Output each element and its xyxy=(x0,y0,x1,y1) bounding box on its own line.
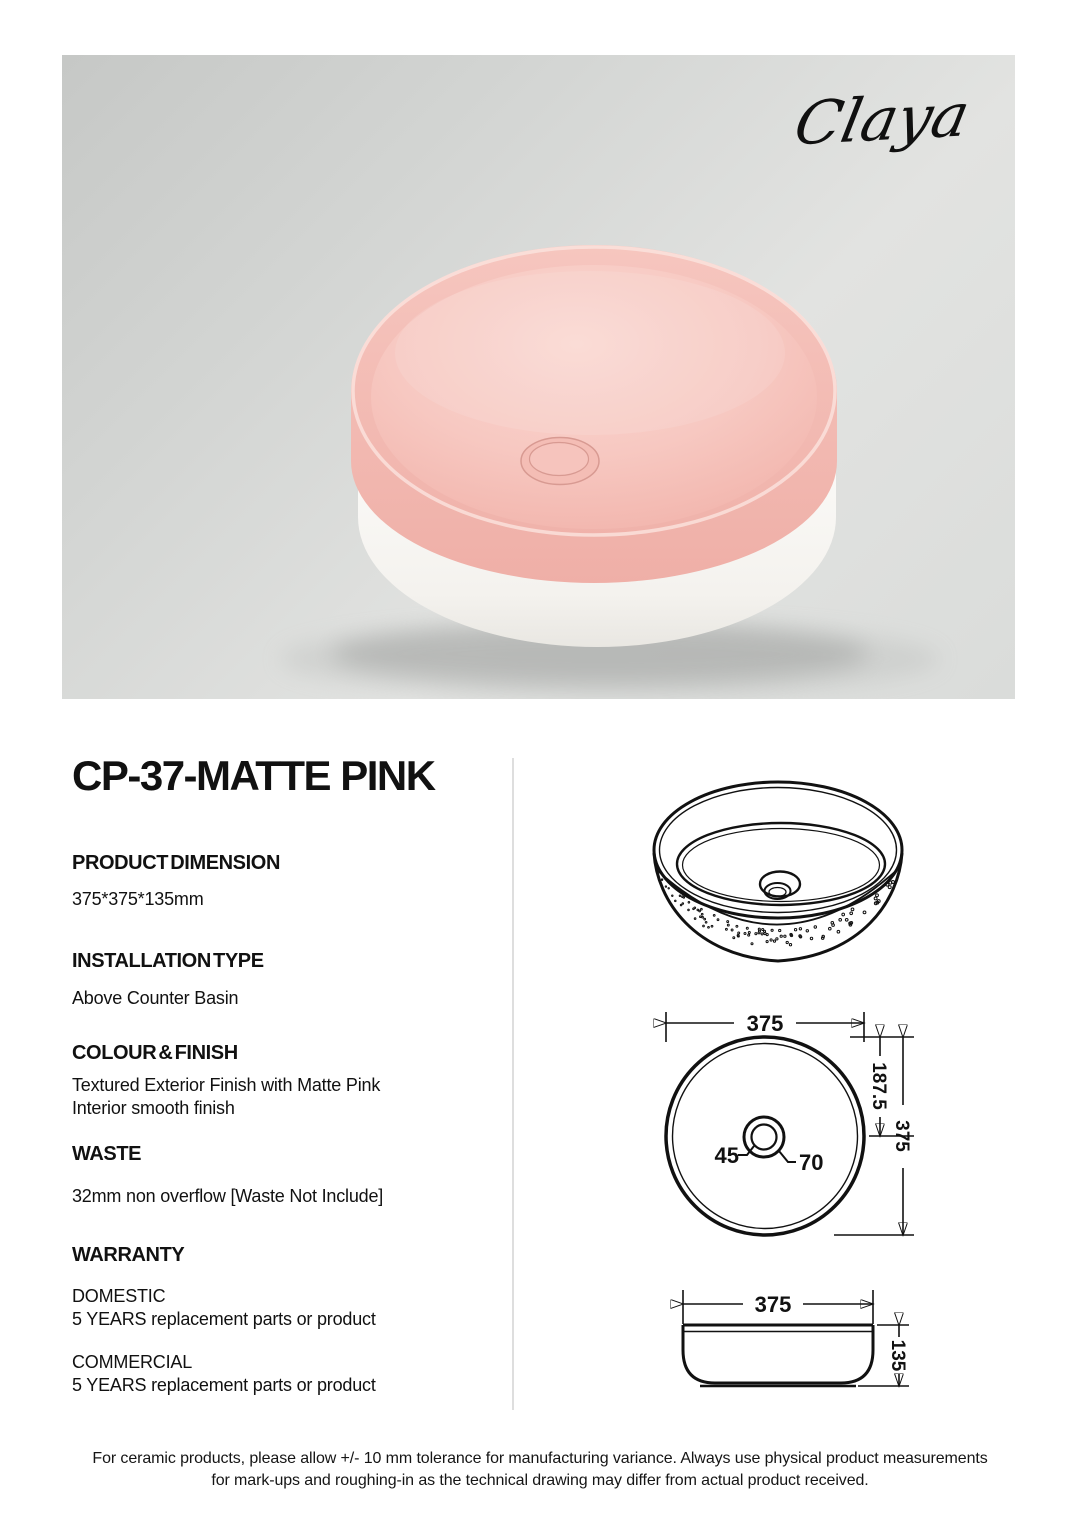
footer-note xyxy=(0,1448,1080,1492)
page-title: CP-37-MATTE PINK xyxy=(72,752,435,799)
value-installation-type: Above Counter Basin xyxy=(72,988,239,1008)
heading-installation-type: INSTALLATION TYPE xyxy=(72,950,264,972)
column-divider xyxy=(512,758,514,1410)
warranty-commercial-value: 5 YEARS replacement parts or product xyxy=(72,1375,376,1395)
persp-inner-rim xyxy=(677,823,885,905)
brand-logo xyxy=(742,68,1023,171)
warranty-domestic xyxy=(72,1285,376,1331)
persp-body-outline xyxy=(654,853,902,961)
persp-inner-rim-inner-line xyxy=(683,829,880,902)
basin-drain-cap xyxy=(530,443,589,476)
value-colour-finish xyxy=(72,1074,380,1120)
topview-basin-inner-line xyxy=(673,1044,858,1229)
heading-warranty: WARRANTY xyxy=(72,1244,185,1266)
sideview-width-label: 375 xyxy=(754,1292,792,1317)
drawing-top-view xyxy=(640,1000,930,1262)
topview-drain-outer-label: 70 xyxy=(799,1150,824,1175)
persp-drain-cap-top xyxy=(769,888,786,897)
colour-finish-line1: Textured Exterior Finish with Matte Pink xyxy=(72,1075,381,1095)
drawing-side-view xyxy=(655,1280,925,1405)
footer-line1: For ceramic products, please allow +/- 10 mm tolerance for manufacturing variance. Always use physical product measurements xyxy=(92,1450,988,1467)
brand-logo-text: Claya xyxy=(788,80,976,160)
sideview-height-label: 135 xyxy=(887,1339,908,1372)
warranty-domestic-label: DOMESTIC xyxy=(72,1286,166,1306)
drawing-perspective-view xyxy=(630,765,930,995)
topview-drain-outer-leader xyxy=(779,1151,796,1162)
sideview-profile xyxy=(683,1325,873,1383)
heading-product-dimension: PRODUCT DIMENSION xyxy=(72,852,280,874)
topview-drain-inner xyxy=(752,1125,777,1150)
topview-basin-outline xyxy=(666,1037,864,1235)
heading-colour-finish: COLOUR & FINISH xyxy=(72,1042,238,1064)
basin-farwall-light xyxy=(395,271,785,435)
topview-half-label: 187.5 xyxy=(868,1062,889,1110)
product-photo xyxy=(62,55,1015,699)
colour-finish-line2: Interior smooth finish xyxy=(72,1098,235,1118)
topview-drain-inner-label: 45 xyxy=(714,1143,739,1168)
warranty-commercial-label: COMMERCIAL xyxy=(72,1352,193,1372)
topview-width-label: 375 xyxy=(746,1011,784,1036)
topview-height-label: 375 xyxy=(891,1120,912,1152)
warranty-commercial xyxy=(72,1351,376,1397)
value-waste: 32mm non overflow [Waste Not Include] xyxy=(72,1186,384,1206)
footer-line2: for mark-ups and roughing-in as the technical drawing may differ from actual product received. xyxy=(211,1472,869,1489)
heading-waste: WASTE xyxy=(72,1143,142,1165)
value-product-dimension: 375*375*135mm xyxy=(72,889,204,909)
warranty-domestic-value: 5 YEARS replacement parts or product xyxy=(72,1309,376,1329)
persp-outer-rim-inner-line xyxy=(660,788,897,913)
